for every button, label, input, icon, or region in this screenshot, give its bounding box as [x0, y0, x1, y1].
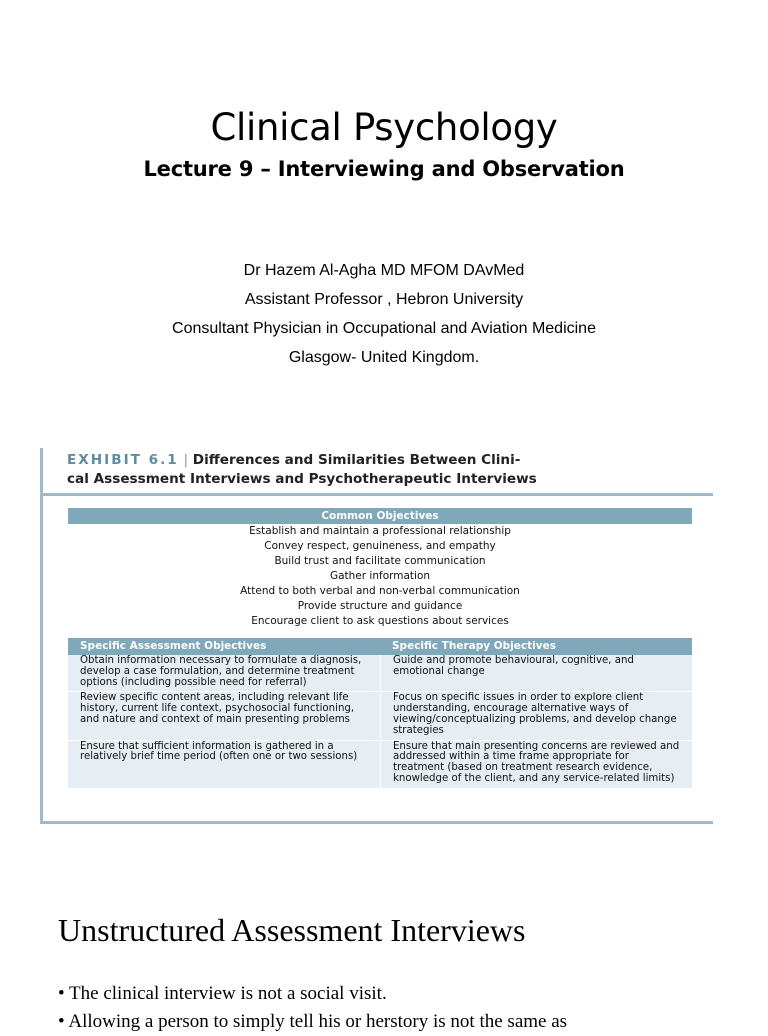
assessment-cell: Obtain information necessary to formulate a diagnosis, develop a case formulation, and determine treatment options (including possible need for referral) [80, 655, 362, 688]
specific-objectives-table [68, 638, 692, 789]
assessment-cell: Ensure that sufficient information is gathered in a relatively brief time period (often one or two sessions) [80, 740, 358, 763]
exhibit-label: EXHIBIT 6.1 [67, 452, 179, 468]
common-objective-item: Convey respect, genuineness, and empathy [264, 540, 496, 552]
exhibit-title [67, 451, 707, 489]
assessment-column-header: Specific Assessment Objectives [80, 640, 267, 652]
table-row [68, 741, 692, 789]
therapy-cell: Ensure that main presenting concerns are reviewed and addressed within a time frame appropriate for treatment (based on treatment research evidence, knowledge of the client, and any service-related limits) [380, 741, 692, 788]
common-objective-item: Provide structure and guidance [297, 600, 463, 612]
common-objective-item: Gather information [329, 570, 431, 582]
exhibit-title-line2: cal Assessment Interviews and Psychotherapeutic Interviews [67, 471, 537, 487]
therapy-cell: Focus on specific issues in order to explore client understanding, encourage alternative ways of viewing/conceptualizing problems, and develop change strategies [380, 692, 692, 739]
bullet-item: • The clinical interview is not a social visit. [58, 983, 387, 1004]
common-objective-item: Establish and maintain a professional relationship [249, 525, 511, 537]
table-row [68, 692, 692, 740]
slide-title: Clinical Psychology [210, 106, 558, 149]
author-position: Assistant Professor , Hebron University [244, 291, 524, 308]
common-objectives-table [68, 508, 692, 629]
exhibit-title-rule [43, 493, 713, 496]
therapy-column-header: Specific Therapy Objectives [392, 640, 556, 652]
slide-subtitle: Lecture 9 – Interviewing and Observation [143, 157, 625, 181]
exhibit-bottom-rule [43, 821, 713, 824]
author-specialty: Consultant Physician in Occupational and Aviation Medicine [172, 320, 596, 337]
common-objectives-header: Common Objectives [68, 508, 692, 524]
common-objective-item: Build trust and facilitate communication [274, 555, 486, 567]
common-objective-item: Encourage client to ask questions about services [251, 615, 509, 627]
bullet-item: • Allowing a person to simply tell his or herstory is not the same as [58, 1011, 568, 1032]
common-objective-item: Attend to both verbal and non-verbal communication [240, 585, 520, 597]
specific-objectives-header [68, 638, 692, 655]
author-location: Glasgow- United Kingdom. [288, 349, 480, 366]
exhibit-separator: | [183, 452, 189, 468]
author-name: Dr Hazem Al-Agha MD MFOM DAvMed [243, 262, 525, 279]
exhibit-figure [40, 448, 713, 824]
assessment-cell: Review specific content areas, including relevant life history, current life context, psychosocial functioning, and nature and context of main presenting problems [80, 692, 355, 725]
author-block [0, 256, 768, 372]
section-heading: Unstructured Assessment Interviews [58, 912, 526, 948]
exhibit-title-line1: Differences and Similarities Between Clini- [192, 452, 521, 468]
therapy-cell: Guide and promote behavioural, cognitive, and emotional change [380, 655, 692, 691]
table-row [68, 655, 692, 692]
bullet-list [58, 980, 738, 1036]
